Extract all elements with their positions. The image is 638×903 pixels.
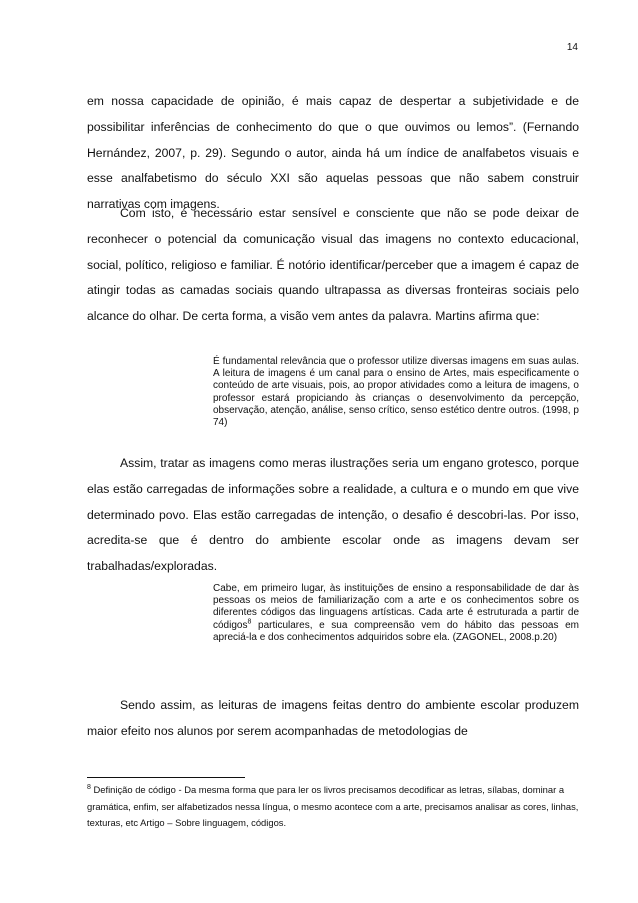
footnote (87, 782, 582, 832)
quote-text-end: particulares, e sua compreensão vem do hábito das pessoas em apreciá-la e dos conhecimentos adquiridos sobre ela. (ZAGONEL, 2008.p.20) (213, 619, 579, 643)
block-quote-martins: É fundamental relevância que o professor utilize diversas imagens em suas aulas. A leitura de imagens é um canal para o ensino de Artes, mais especificamente o conteúdo de arte visuais, pois, ao propor atividades como a leitura de imagens, o professor estará propiciando às crianças o desenvolvimento da percepção, observação, atenção, análise, senso crítico, senso estético dentre outros. (1998, p 74) (213, 356, 579, 429)
page-number: 14 (566, 42, 578, 53)
block-quote-zagonel (213, 583, 579, 644)
paragraph-2: Com isto, é necessário estar sensível e consciente que não se pode deixar de reconhecer o potencial da comunicação visual das imagens no contexto educacional, social, político, religioso e familiar. É notório identificar/perceber que a imagem é capaz de atingir todas as camadas sociais quando ultrapassa as diversas fronteiras sociais pelo alcance do olhar. De certa forma, a visão vem antes da palavra. Martins afirma que: (87, 206, 579, 324)
footnote-text: Definição de código - Da mesma forma que para ler os livros precisamos decodificar as letras, sílabas, dominar a gramática, enfim, ser alfabetizados nessa língua, o mesmo acontece com a arte, precisamos analisar as cores, linhas, texturas, etc Artigo – Sobre linguagem, códigos. (87, 784, 579, 829)
paragraph-3: Assim, tratar as imagens como meras ilustrações seria um engano grotesco, porque elas estão carregadas de informações sobre a realidade, a cultura e o mundo em que vive determinado povo. Elas estão carregadas de intenção, o desafio é descobri-las. Por isso, acredita-se que é dentro do ambiente escolar onde as imagens devam ser trabalhadas/exploradas. (87, 456, 579, 574)
quote-text-start: Cabe, em primeiro lugar, às instituições de ensino a responsabilidade de dar às pessoas os meios de familiarização com a arte e os conhecimentos sobre os diferentes códigos das linguagens artísticas. Cada arte é estruturada a partir de códigos (213, 583, 579, 631)
paragraph-1: em nossa capacidade de opinião, é mais capaz de despertar a subjetividade e de possibilitar inferências de conhecimento do que o que ouvimos ou lemos”. (Fernando Hernández, 2007, p. 29). Segundo o autor, ainda há um índice de analfabetos visuais e esse analfabetismo do século XXI são aquelas pessoas que não sabem construir narrativas com imagens. (87, 94, 579, 212)
footnote-marker: 8 (87, 783, 91, 791)
footnote-reference: 8 (247, 618, 252, 626)
paragraph-4: Sendo assim, as leituras de imagens feitas dentro do ambiente escolar produzem maior efeito nos alunos por serem acompanhadas de metodologias de (87, 698, 579, 738)
footnote-separator (87, 777, 245, 778)
